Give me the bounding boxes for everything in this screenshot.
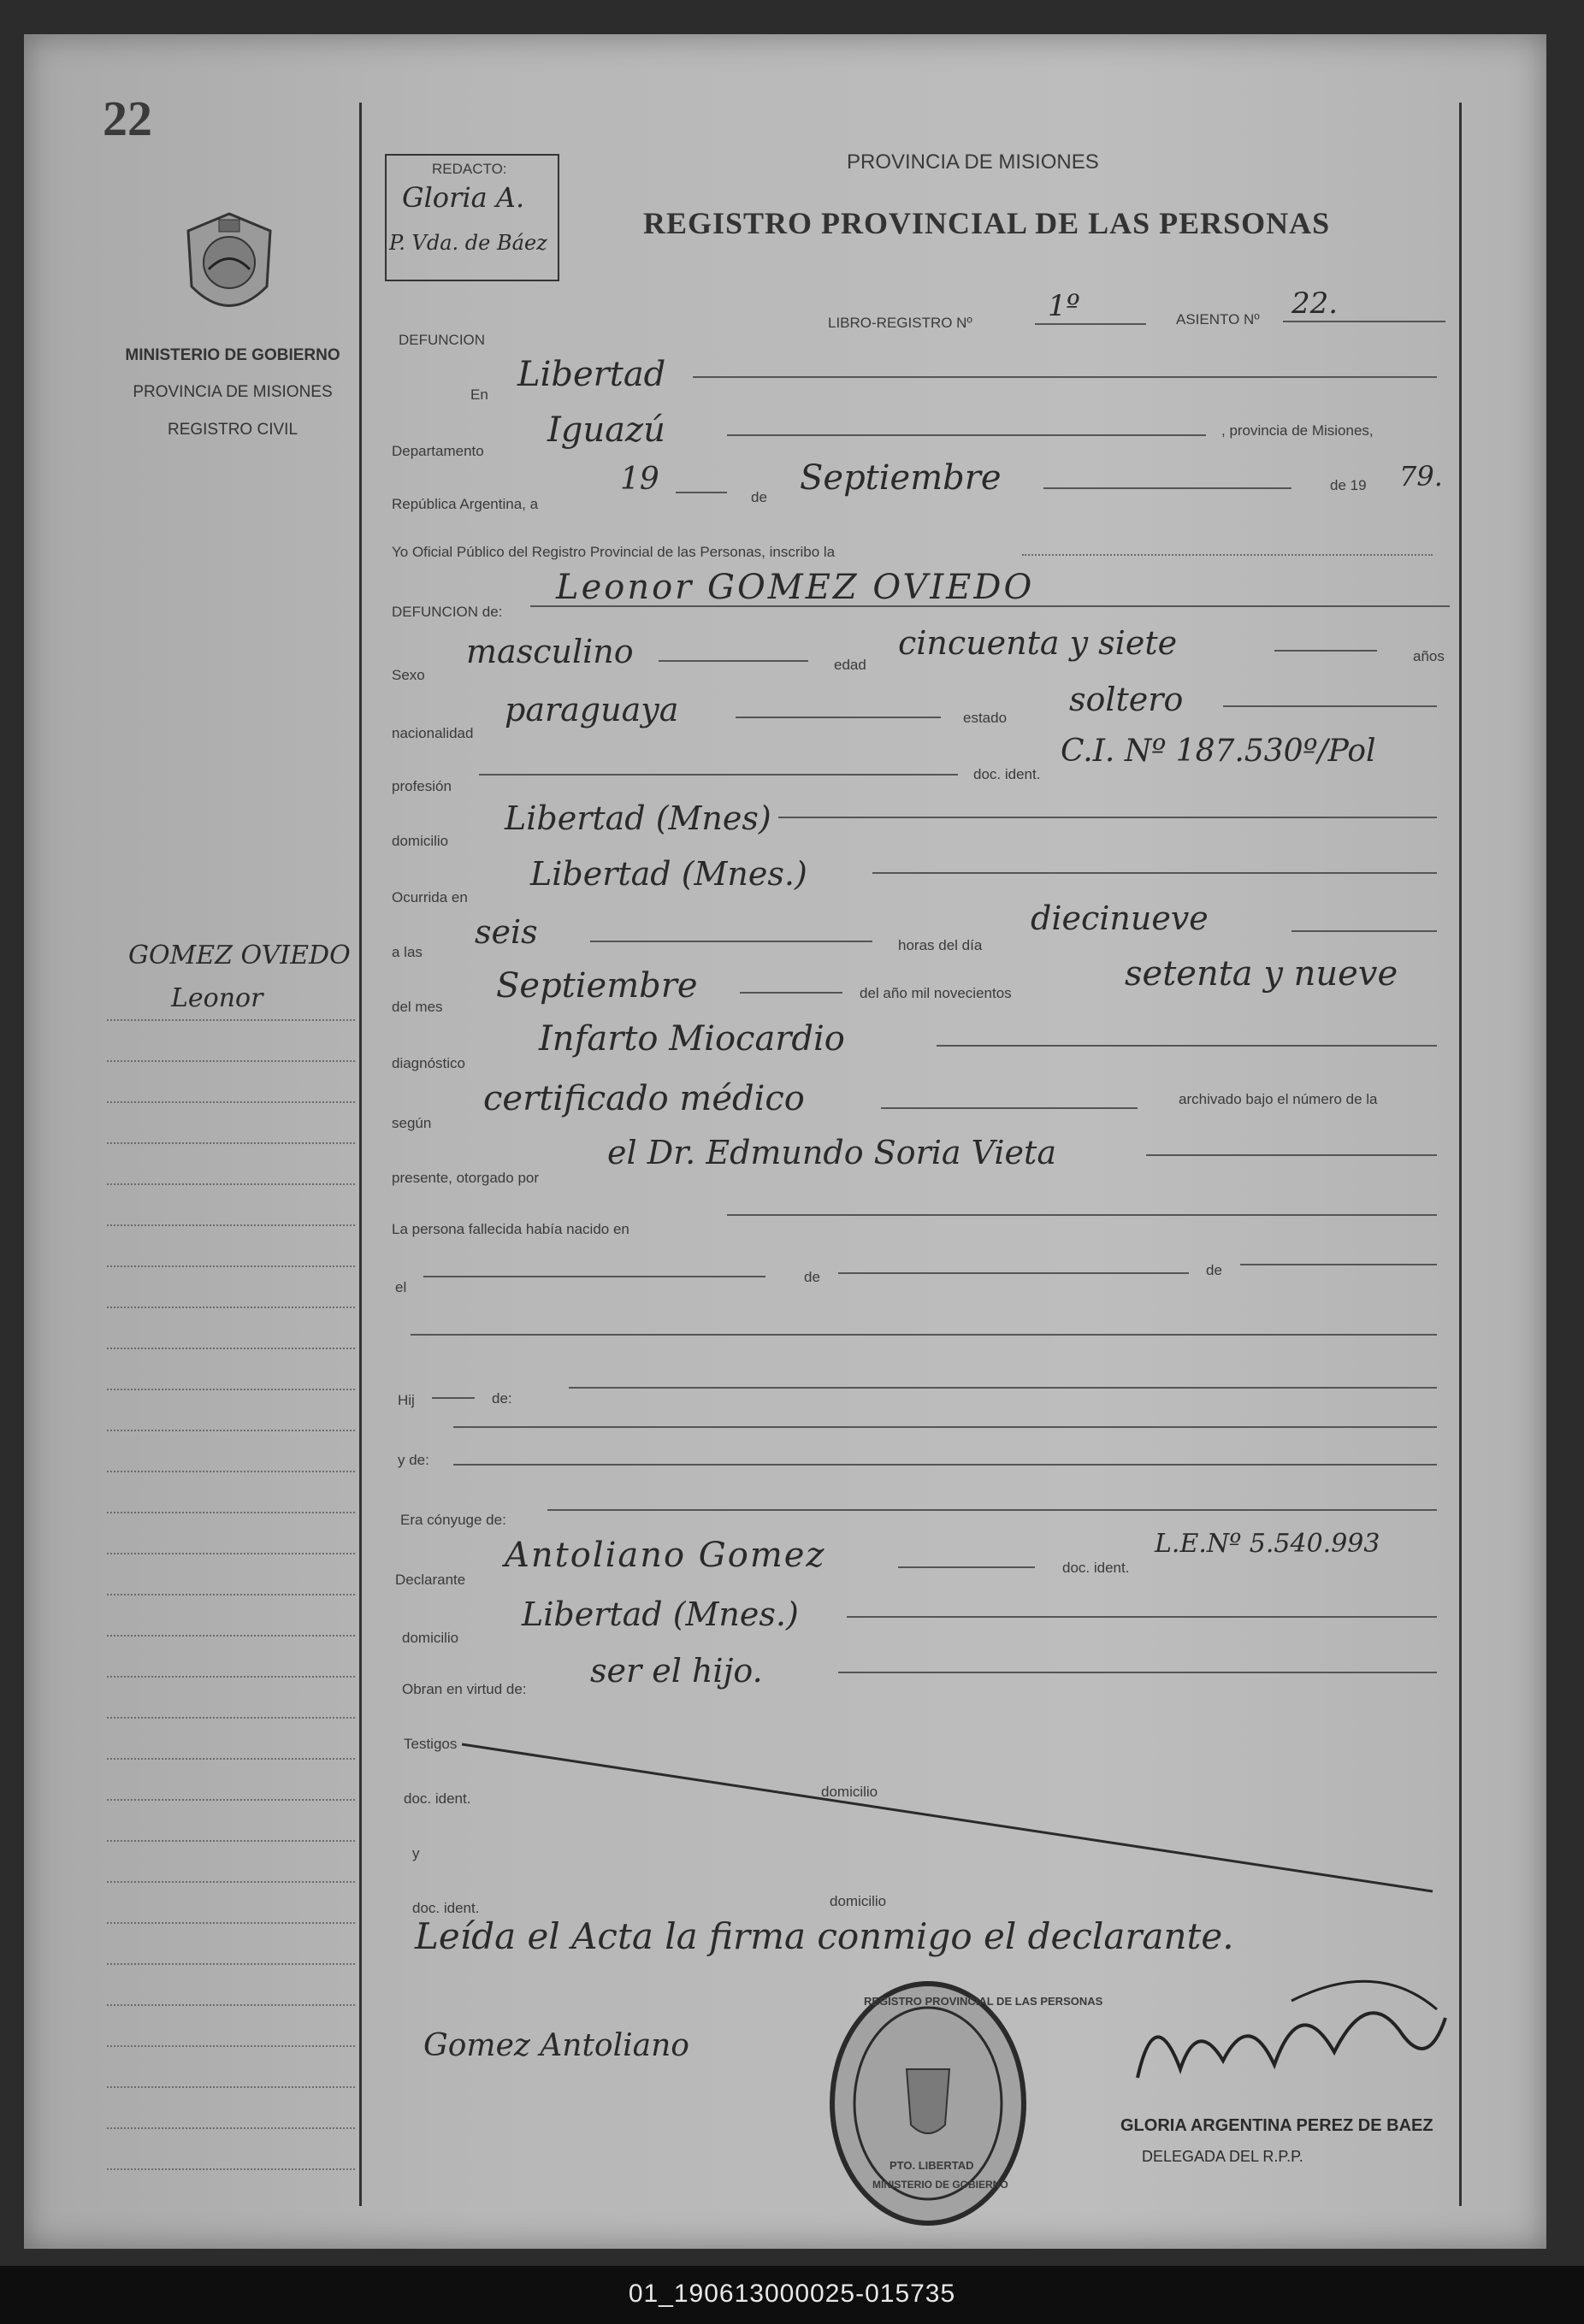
edad-label: edad: [834, 657, 866, 673]
de2-label: de: [804, 1269, 820, 1285]
en-label: En: [470, 386, 488, 403]
diagnostico-value: Infarto Miocardio: [539, 1019, 845, 1059]
declarante-value: Antoliano Gomez: [505, 1536, 826, 1575]
doc-ident-value: C.I. Nº 187.530º/Pol: [1061, 734, 1376, 769]
anos-label: años: [1413, 648, 1445, 664]
hora-value: seis: [475, 913, 538, 951]
page-title: REGISTRO PROVINCIAL DE LAS PERSONAS: [643, 206, 1331, 240]
a-las-label: a las: [392, 944, 423, 960]
redacto-line1: Gloria A.: [402, 181, 525, 214]
estado-label: estado: [963, 710, 1008, 726]
mes-value: Septiembre: [800, 458, 1002, 498]
page-number: 22: [103, 91, 152, 146]
footer-code: 01_190613000025-015735: [628, 2280, 956, 2308]
domicilio3-label: domicilio: [821, 1784, 878, 1800]
testigos-label: Testigos: [404, 1736, 458, 1752]
margin-rule-right: [1459, 103, 1462, 2206]
libro-label: LIBRO-REGISTRO Nº: [828, 315, 972, 331]
official-signature: [1120, 1967, 1454, 2103]
cierre-text: Leída el Acta la firma conmigo el declarante.: [415, 1915, 1234, 1957]
ministry-line2: PROVINCIA DE MISIONES: [133, 383, 333, 401]
domicilio2-label: domicilio: [402, 1630, 459, 1646]
official-name: GLORIA ARGENTINA PEREZ DE BAEZ: [1120, 2116, 1433, 2135]
departamento-value: Iguazú: [547, 410, 665, 450]
seal-ring-text: REGISTRO PROVINCIAL DE LAS PERSONAS: [864, 1995, 1103, 2008]
defuncion-label: DEFUNCION: [399, 332, 486, 348]
diagnostico-label: diagnóstico: [392, 1055, 466, 1071]
asiento-value: 22.: [1291, 286, 1339, 321]
declarante-domicilio-value: Libertad (Mnes.): [522, 1596, 799, 1633]
ocurrida-label: Ocurrida en: [392, 889, 468, 905]
de-label: de: [751, 489, 767, 505]
libro-value: 1º: [1048, 289, 1080, 323]
departamento-label: Departamento: [392, 443, 484, 459]
asiento-label: ASIENTO Nº: [1176, 311, 1260, 327]
declarante-label: Declarante: [395, 1572, 466, 1588]
official-seal: [825, 1975, 1031, 2232]
redacto-label: REDACTO:: [432, 161, 507, 177]
ano-value: 79.: [1399, 460, 1443, 493]
y-label: y: [412, 1845, 420, 1861]
del-ano-label: del año mil novecientos: [860, 985, 1012, 1001]
doc-ident2-label: doc. ident.: [1062, 1560, 1130, 1576]
el-label: el: [395, 1279, 407, 1295]
segun-value: certificado médico: [483, 1079, 805, 1118]
mes-letras-value: Septiembre: [496, 966, 698, 1006]
nombre-value: Leonor GOMEZ OVIEDO: [556, 568, 1035, 607]
domicilio-value: Libertad (Mnes): [505, 799, 771, 837]
ministry-line3: REGISTRO CIVIL: [167, 421, 298, 439]
firma-declarante: Gomez Antoliano: [423, 2028, 689, 2063]
domicilio4-label: domicilio: [830, 1893, 887, 1909]
sexo-label: Sexo: [392, 667, 425, 683]
conyuge-label: Era cónyuge de:: [400, 1512, 506, 1528]
provincia-label: , provincia de Misiones,: [1221, 422, 1374, 439]
defuncion-de-label: DEFUNCION de:: [392, 604, 503, 620]
doc-ident3-label: doc. ident.: [404, 1790, 471, 1807]
official-role: DELEGADA DEL R.P.P.: [1142, 2148, 1303, 2165]
de-19-label: de 19: [1330, 477, 1367, 493]
obran-value: ser el hijo.: [590, 1652, 763, 1690]
domicilio-label: domicilio: [392, 833, 449, 849]
cancel-line: [462, 1741, 1437, 1895]
seal-inner2: MINISTERIO DE GOBIERNO: [872, 2179, 1008, 2191]
ano-letras-value: setenta y nueve: [1125, 954, 1398, 994]
margin-note-surname: GOMEZ OVIEDO: [128, 941, 351, 970]
redacto-line2: P. Vda. de Báez: [389, 231, 547, 255]
horas-label: horas del día: [898, 937, 983, 953]
seal-inner1: PTO. LIBERTAD: [890, 2159, 974, 2172]
en-value: Libertad: [517, 355, 666, 394]
obran-label: Obran en virtud de:: [402, 1681, 527, 1697]
archivado-label: archivado bajo el número de la: [1179, 1091, 1378, 1107]
yo-oficial-label: Yo Oficial Público del Registro Provincial de las Personas, inscribo la: [392, 544, 836, 560]
margin-note-given: Leonor: [171, 983, 263, 1013]
y-de-label: y de:: [398, 1452, 429, 1468]
margin-rule-left: [359, 103, 362, 2206]
del-mes-label: del mes: [392, 999, 443, 1015]
dia-value: 19: [620, 462, 659, 497]
declarante-doc-value: L.E.Nº 5.540.993: [1155, 1529, 1380, 1559]
dia-letras-value: diecinueve: [1031, 900, 1209, 937]
edad-value: cincuenta y siete: [898, 624, 1178, 662]
ministry-line1: MINISTERIO DE GOBIERNO: [125, 346, 340, 364]
doc-ident-label: doc. ident.: [973, 766, 1041, 782]
sexo-value: masculino: [466, 633, 634, 670]
segun-label: según: [392, 1115, 432, 1131]
hij-label: Hij: [398, 1392, 415, 1408]
doc-ident4-label: doc. ident.: [412, 1900, 480, 1916]
presente-label: presente, otorgado por: [392, 1170, 540, 1186]
ocurrida-value: Libertad (Mnes.): [530, 855, 807, 893]
nacionalidad-value: paraguaya: [505, 691, 679, 728]
nacido-label: La persona fallecida había nacido en: [392, 1221, 629, 1237]
republica-label: República Argentina, a: [392, 496, 539, 512]
nacionalidad-label: nacionalidad: [392, 725, 474, 741]
coat-of-arms-icon: [178, 209, 281, 329]
province-header: PROVINCIA DE MISIONES: [847, 150, 1099, 174]
profesion-label: profesión: [392, 778, 452, 794]
de-colon-label: de:: [492, 1390, 512, 1407]
estado-value: soltero: [1069, 681, 1184, 718]
otorgado-value: el Dr. Edmundo Soria Vieta: [607, 1134, 1056, 1171]
de3-label: de: [1206, 1262, 1222, 1278]
